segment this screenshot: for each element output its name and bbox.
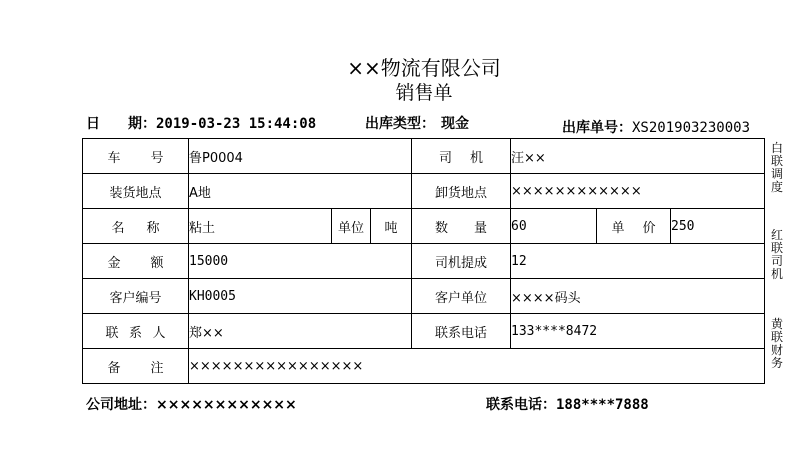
remark-value: ×××××××××××××××× xyxy=(189,349,765,384)
sales-form-table xyxy=(82,138,765,384)
product-name-label: 名称 xyxy=(83,209,189,244)
address-label: 公司地址： xyxy=(86,397,156,413)
customer-org-value: ××××码头 xyxy=(511,279,765,314)
driver-commission-label: 司机提成 xyxy=(412,244,511,279)
plate-label: 车号 xyxy=(83,139,189,174)
company-phone-value: 188****7888 xyxy=(556,397,649,413)
company-phone xyxy=(486,394,649,414)
company-title: ××物流有限公司 xyxy=(347,56,501,80)
date-field xyxy=(86,113,316,133)
quantity-value: 60 xyxy=(511,209,597,244)
customer-number-value: KH0005 xyxy=(189,279,412,314)
contact-person-label: 联系人 xyxy=(83,314,189,349)
table-row xyxy=(83,279,765,314)
date-value: 2019-03-23 15:44:08 xyxy=(156,116,317,132)
product-name-value: 粘土 xyxy=(189,209,332,244)
driver-commission-value: 12 xyxy=(511,244,765,279)
unit-price-label: 单价 xyxy=(597,209,671,244)
unit-label: 单位 xyxy=(332,209,371,244)
customer-number-label: 客户编号 xyxy=(83,279,189,314)
plate-value: 鲁P0004 xyxy=(189,139,412,174)
table-row xyxy=(83,139,765,174)
contact-phone-label: 联系电话 xyxy=(412,314,511,349)
date-label: 日 期： xyxy=(86,116,156,132)
address-value: ×××××××××××× xyxy=(156,397,297,413)
unload-location-label: 卸货地点 xyxy=(412,174,511,209)
order-number-value: XS201903230003 xyxy=(632,120,751,136)
driver-value: 汪×× xyxy=(511,139,765,174)
table-row xyxy=(83,174,765,209)
outbound-type-label: 出库类型： xyxy=(365,116,435,132)
table-row xyxy=(83,349,765,384)
document-title: 销售单 xyxy=(395,82,453,104)
order-number-field xyxy=(562,117,750,137)
outbound-type-field xyxy=(365,113,469,133)
table-row xyxy=(83,314,765,349)
company-address xyxy=(86,394,297,414)
load-location-value: A地 xyxy=(189,174,412,209)
driver-label: 司机 xyxy=(412,139,511,174)
unit-price-value: 250 xyxy=(671,209,765,244)
side-note-white: 白联调度 xyxy=(770,141,783,194)
contact-person-value: 郑×× xyxy=(189,314,412,349)
table-row xyxy=(83,244,765,279)
side-note-red: 红联司机 xyxy=(770,228,783,281)
amount-value: 15000 xyxy=(189,244,412,279)
order-number-label: 出库单号： xyxy=(562,120,632,136)
contact-phone-value: 133****8472 xyxy=(511,314,765,349)
customer-org-label: 客户单位 xyxy=(412,279,511,314)
company-phone-label: 联系电话： xyxy=(486,397,556,413)
table-row xyxy=(83,209,765,244)
unit-value: 吨 xyxy=(371,209,412,244)
quantity-label: 数量 xyxy=(412,209,511,244)
outbound-type-value: 现金 xyxy=(441,116,469,132)
remark-label: 备注 xyxy=(83,349,189,384)
unload-location-value: ×××××××××××× xyxy=(511,174,765,209)
load-location-label: 装货地点 xyxy=(83,174,189,209)
side-note-yellow: 黄联财务 xyxy=(770,317,783,370)
amount-label: 金额 xyxy=(83,244,189,279)
